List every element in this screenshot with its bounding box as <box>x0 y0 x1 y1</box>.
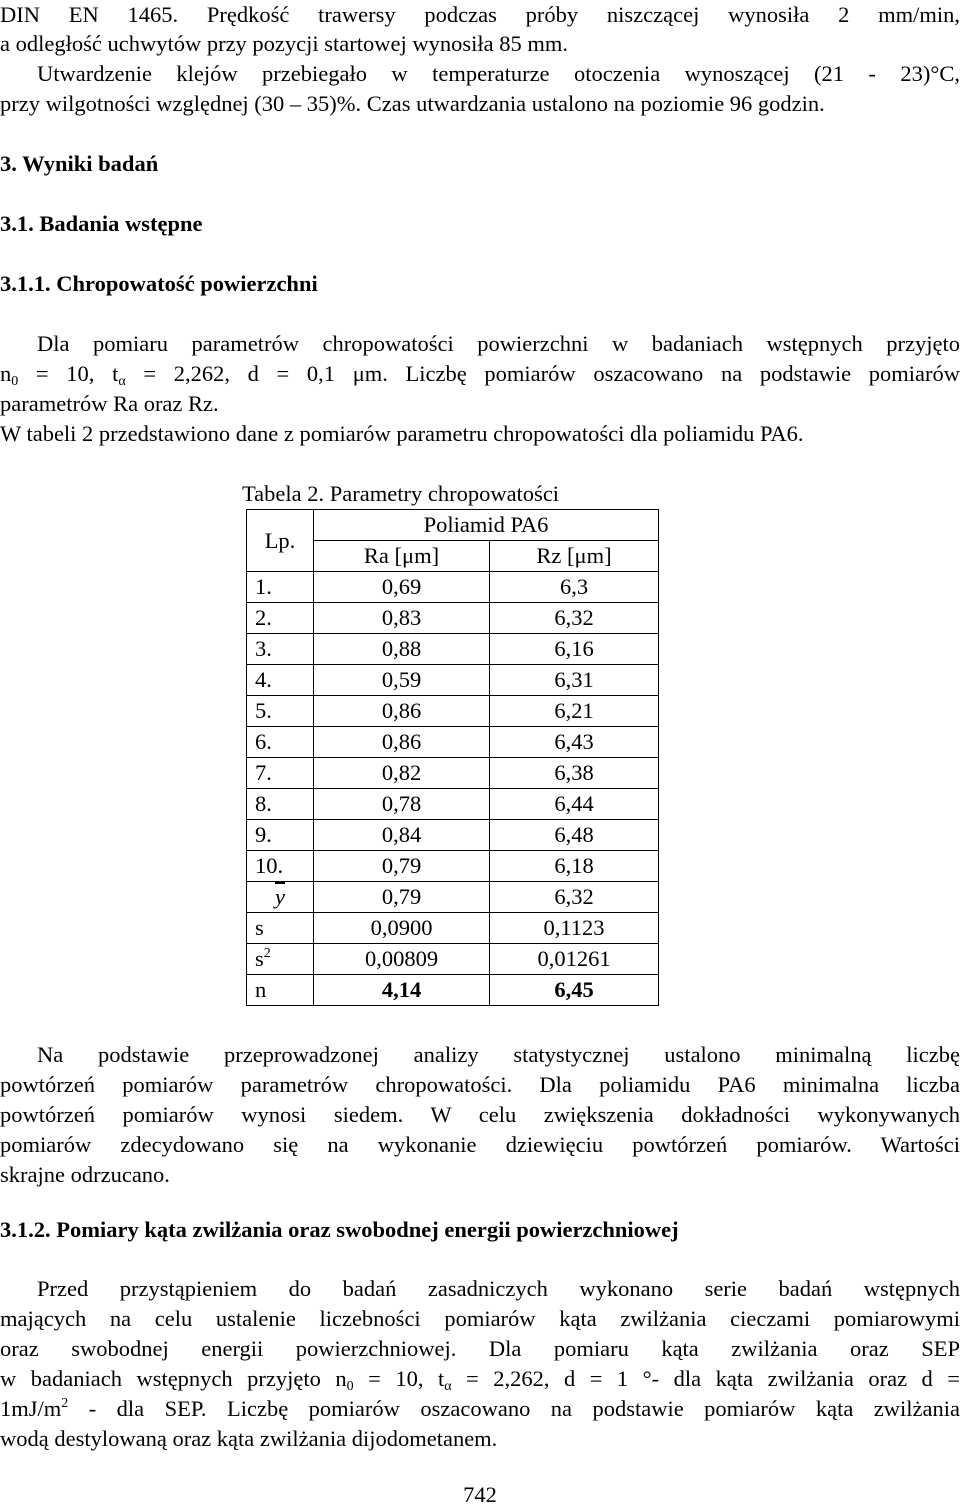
para2-line-3: powtórzeń pomiarów wynosi siedem. W celu zwiększenia dokładności wykonywanych <box>0 1102 960 1127</box>
heading-3-1: 3.1. Badania wstępne <box>0 211 203 236</box>
n-row: n 4,14 6,45 <box>247 975 659 1006</box>
para3-line-2: mających na celu ustalenie liczebności pomiarów kąta zwilżania cieczami pomiarowymi <box>0 1306 960 1331</box>
table-header-row <box>247 510 659 541</box>
table-row: 9. 0,84 6,48 <box>247 820 659 851</box>
lp-header: Lp. <box>247 510 314 572</box>
table-row: 8. 0,78 6,44 <box>247 789 659 820</box>
para2-line-2: powtórzeń pomiarów parametrów chropowatości. Dla poliamidu PA6 minimalna liczba <box>0 1072 960 1097</box>
para3-line-3: oraz swobodnej energii powierzchniowej. Dla pomiaru kąta zwilżania oraz SEP <box>0 1336 960 1361</box>
intro-line-2: a odległość uchwytów przy pozycji startowej wynosiła 85 mm. <box>0 31 569 56</box>
table-row: 3. 0,88 6,16 <box>247 634 659 665</box>
table-row: 5. 0,86 6,21 <box>247 696 659 727</box>
para3-line-5: $1mJ/m^2$ - dla SEP. Liczbę pomiarów oszacowano na podstawie pomiarów kąta zwilżania <box>0 1396 960 1421</box>
table-caption: Tabela 2. Parametry chropowatości <box>242 481 560 506</box>
table-row: 2. 0,83 6,32 <box>247 603 659 634</box>
para1-line-3: parametrów Ra oraz Rz. <box>0 391 219 416</box>
std-row: s 0,0900 0,1123 <box>247 913 659 944</box>
roughness-table <box>246 509 659 1006</box>
para3-line-6: wodą destylowaną oraz kąta zwilżania dijodometanem. <box>0 1426 498 1451</box>
intro-line-4: przy wilgotności względnej (30 – 35)%. Czas utwardzania ustalono na poziomie 96 godzin. <box>0 91 825 116</box>
table-row: 1. 0,69 6,3 <box>247 572 659 603</box>
heading-3-1-1: 3.1.1. Chropowatość powierzchni <box>0 271 318 296</box>
para2-line-5: skrajne odrzucano. <box>0 1162 170 1187</box>
table-row: 4. 0,59 6,31 <box>247 665 659 696</box>
ra-header: Ra [μm] <box>314 541 490 572</box>
intro-line-1: DIN EN 1465. Prędkość trawersy podczas próby niszczącej wynosiła 2 mm/min, <box>0 2 960 27</box>
para1-line-1: Dla pomiaru parametrów chropowatości powierzchni w badaniach wstępnych przyjęto <box>37 331 960 356</box>
page-number: 742 <box>463 1482 497 1507</box>
para3-line-1: Przed przystąpieniem do badań zasadniczych wykonano serie badań wstępnych <box>37 1276 960 1301</box>
para2-line-4: pomiarów zdecydowano się na wykonanie dziewięciu powtórzeń pomiarów. Wartości <box>0 1132 960 1157</box>
heading-3-1-2: 3.1.2. Pomiary kąta zwilżania oraz swobodnej energii powierzchniowej <box>0 1217 679 1242</box>
table-row: 7. 0,82 6,38 <box>247 758 659 789</box>
para3-line-4: w badaniach wstępnych przyjęto $n_0 = 10$, $t_\alpha = 2,262$, d = 1 °- dla kąta zwilżania oraz d = <box>0 1366 960 1394</box>
table-row: 10. 0,79 6,18 <box>247 851 659 882</box>
mean-symbol: $\overline{y}$ <box>275 884 285 909</box>
para1-line-2: $n_0 = 10$, $t_\alpha = 2,262$, d = 0,1 μm. Liczbę pomiarów oszacowano na podstawie pomiarów <box>0 361 960 389</box>
para1-line-4: W tabeli 2 przedstawiono dane z pomiarów parametru chropowatości dla poliamidu PA6. <box>0 421 804 446</box>
group-header: Poliamid PA6 <box>314 510 659 541</box>
para2-line-1: Na podstawie przeprowadzonej analizy statystycznej ustalono minimalną liczbę <box>37 1042 960 1067</box>
variance-row: $s^2$ 0,00809 0,01261 <box>247 944 659 975</box>
mean-row: $\overline{y}$ 0,79 6,32 <box>247 882 659 913</box>
table-row: 6. 0,86 6,43 <box>247 727 659 758</box>
intro-line-3: Utwardzenie klejów przebiegało w temperaturze otoczenia wynoszącej (21 - 23)°C, <box>37 61 960 86</box>
rz-header: Rz [μm] <box>490 541 659 572</box>
heading-3: 3. Wyniki badań <box>0 151 159 176</box>
